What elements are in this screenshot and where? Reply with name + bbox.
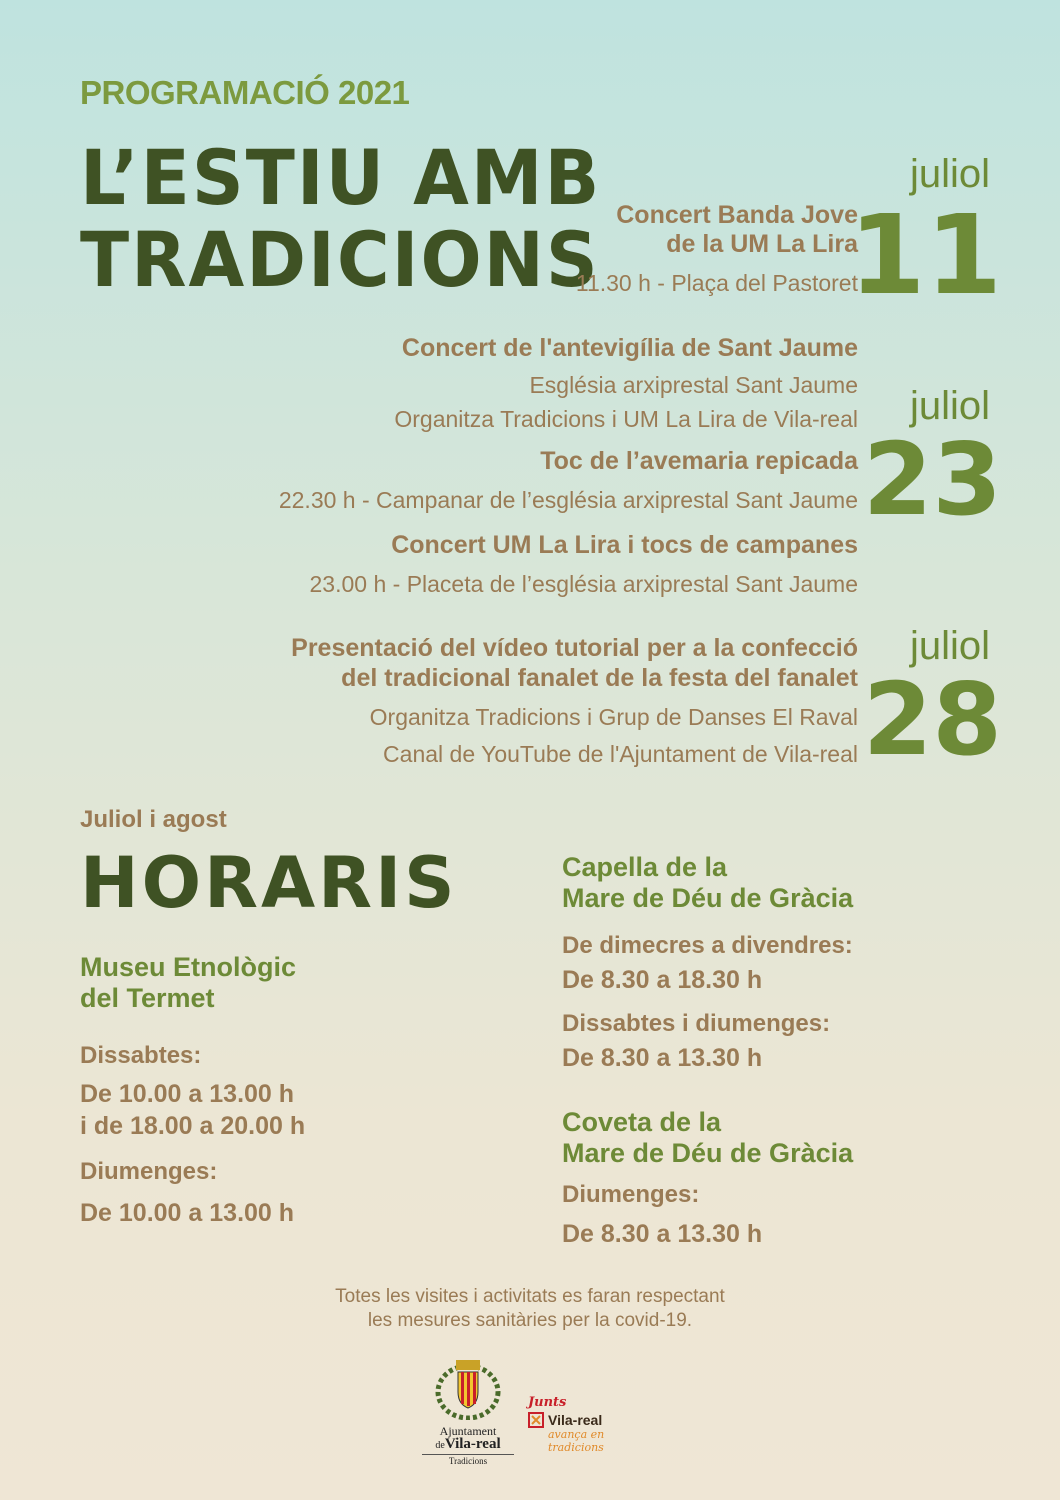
- junts-logo: [528, 1395, 658, 1454]
- schedule-value: De 10.00 a 13.00 h: [80, 1080, 295, 1108]
- schedule-value: De 8.30 a 13.30 h: [562, 1220, 763, 1248]
- schedule-label: Dissabtes:: [80, 1042, 202, 1069]
- program-kicker: PROGRAMACIÓ 2021: [80, 74, 410, 111]
- event-day: 11: [848, 191, 1002, 319]
- event-month: juliol: [909, 384, 990, 428]
- event-month: juliol: [909, 624, 990, 668]
- vila-real-label: Vila-real: [548, 1412, 603, 1428]
- junts-label: Junts: [528, 1395, 567, 1410]
- event-detail: Organitza Tradicions i Grup de Danses El Raval: [369, 704, 858, 730]
- place-name: Mare de Déu de Gràcia: [562, 883, 854, 913]
- event-detail: 11.30 h - Plaça del Pastoret: [575, 270, 858, 296]
- event-title: Presentació del vídeo tutorial per a la confecció: [291, 634, 858, 662]
- vila-real-mark-icon: [528, 1412, 544, 1428]
- place-name: Museu Etnològic: [80, 952, 296, 982]
- event-title: Concert de l'antevigília de Sant Jaume: [401, 334, 858, 362]
- event-title: del tradicional fanalet de la festa del fanalet: [341, 664, 858, 692]
- note-line: Totes les visites i activitats es faran respectant: [335, 1286, 725, 1307]
- event-title: de la UM La Lira: [666, 230, 858, 258]
- event-detail: Església arxiprestal Sant Jaume: [529, 372, 858, 398]
- ajuntament-de: de: [435, 1440, 445, 1451]
- event-day: 28: [862, 661, 1002, 778]
- slogan: avança en tradicions: [548, 1428, 605, 1454]
- schedule-label: Diumenges:: [80, 1158, 218, 1185]
- schedule-value: De 8.30 a 13.30 h: [562, 1044, 763, 1072]
- main-title-line2: TRADICIONS: [80, 215, 600, 305]
- period-label: Juliol i agost: [80, 806, 227, 833]
- schedule-label: Dissabtes i diumenges:: [562, 1010, 831, 1037]
- place-name: Mare de Déu de Gràcia: [562, 1138, 854, 1168]
- event-title: Toc de l’avemaria repicada: [540, 447, 858, 475]
- main-title-line1: L’ESTIU AMB: [80, 133, 602, 223]
- event-detail: Organitza Tradicions i UM La Lira de Vila-real: [394, 406, 858, 432]
- schedule-value: i de 18.00 a 20.00 h: [80, 1112, 306, 1140]
- schedule-label: De dimecres a divendres:: [562, 932, 853, 959]
- coat-of-arms-icon: [418, 1350, 518, 1420]
- schedule-label: Diumenges:: [562, 1181, 700, 1208]
- event-detail: 22.30 h - Campanar de l’església arxiprestal Sant Jaume: [278, 487, 858, 513]
- place-name: Capella de la: [562, 852, 728, 882]
- ajuntament-sub: Tradicions: [422, 1454, 514, 1468]
- event-day: 23: [862, 421, 1002, 538]
- ajuntament-logo: [418, 1350, 518, 1468]
- horaris-title: HORARIS: [80, 842, 458, 924]
- schedule-value: De 8.30 a 18.30 h: [562, 966, 763, 994]
- ajuntament-city: Vila-real: [444, 1436, 501, 1452]
- event-title: Concert Banda Jove: [616, 201, 858, 229]
- covid-note: [0, 1285, 1060, 1333]
- note-line: les mesures sanitàries per la covid-19.: [367, 1310, 693, 1331]
- event-title: Concert UM La Lira i tocs de campanes: [391, 531, 858, 559]
- schedule-value: De 10.00 a 13.00 h: [80, 1199, 295, 1227]
- place-name: Coveta de la: [562, 1107, 722, 1137]
- event-detail: Canal de YouTube de l'Ajuntament de Vila-real: [383, 741, 858, 767]
- event-month: juliol: [909, 152, 990, 196]
- ajuntament-label: Ajuntament: [439, 1424, 497, 1438]
- event-detail: 23.00 h - Placeta de l’església arxiprestal Sant Jaume: [309, 571, 858, 597]
- place-name: del Termet: [80, 983, 215, 1013]
